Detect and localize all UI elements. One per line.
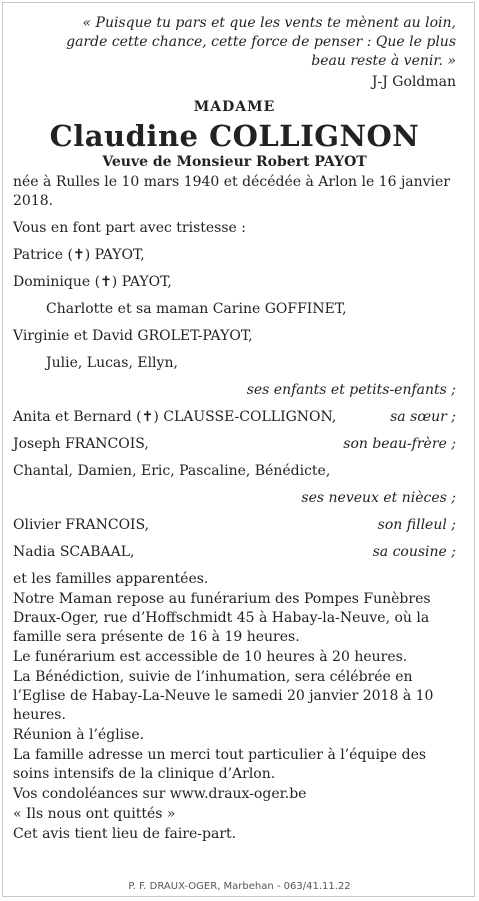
notice-text: Cet avis tient lieu de faire-part.	[13, 826, 237, 842]
godson-role: son filleul ;	[377, 517, 456, 533]
family-row-brother-in-law	[13, 435, 456, 454]
family-line: Charlotte et sa maman Carine GOFFINET,	[46, 301, 347, 317]
brother-in-law-name: Joseph FRANCOIS,	[13, 436, 149, 452]
funerarium-text: Notre Maman repose au funérarium des Pompes Funèbres Draux-Oger, rue d’Hoffschmidt 45 à Habay-la-Neuve, où la famille sera présente de 16 à 19 heures.	[13, 591, 431, 645]
other-families: et les familles apparentées.	[13, 571, 209, 587]
funeral-home-footer: P. F. DRAUX-OGER, Marbehan - 063/41.11.22	[128, 881, 351, 892]
epigraph-author: J-J Goldman	[371, 74, 456, 90]
deceased-name: Claudine COLLIGNON	[49, 119, 420, 153]
cousin-role: sa cousine ;	[372, 544, 456, 560]
epigraph-quote: « Puisque tu pars et que les vents te mènent au loin, garde cette chance, cette force de penser : Que le plus beau reste à venir. »	[66, 15, 456, 69]
family-line: Virginie et David GROLET-PAYOT,	[13, 328, 253, 344]
godson-name: Olivier FRANCOIS,	[13, 517, 150, 533]
condolences-text: Vos condoléances sur www.draux-oger.be	[13, 786, 307, 802]
brother-in-law-role: son beau-frère ;	[343, 436, 456, 452]
role-children: ses enfants et petits-enfants ;	[246, 382, 456, 398]
visiting-hours-text: Le funérarium est accessible de 10 heures à 20 heures.	[13, 649, 408, 665]
family-line: Patrice (✝) PAYOT,	[13, 247, 145, 263]
nephews-line: Chantal, Damien, Eric, Pascaline, Bénédicte,	[13, 463, 331, 479]
closing-quote: « Ils nous ont quittés »	[13, 806, 176, 822]
benediction-text: La Bénédiction, suivie de l’inhumation, sera célébrée en l’Eglise de Habay-La-Neuve le samedi 20 janvier 2018 à 10 heures.	[13, 669, 434, 723]
deceased-subtitle: Veuve de Monsieur Robert PAYOT	[102, 154, 367, 170]
family-line: Julie, Lucas, Ellyn,	[46, 355, 178, 371]
sister-name: Anita et Bernard (✝) CLAUSSE-COLLIGNON,	[13, 409, 337, 425]
family-line: Dominique (✝) PAYOT,	[13, 274, 172, 290]
family-row-godson	[13, 516, 456, 535]
birth-death-text: née à Rulles le 10 mars 1940 et décédée à Arlon le 16 janvier 2018.	[13, 174, 451, 209]
family-row-sister	[13, 408, 456, 427]
sister-role: sa sœur ;	[390, 409, 456, 425]
family-row-cousin	[13, 543, 456, 562]
deceased-title: MADAME	[193, 99, 276, 115]
nephews-role: ses neveux et nièces ;	[301, 490, 456, 506]
announcement-text: Vous en font part avec tristesse :	[13, 220, 246, 236]
obituary-notice	[13, 14, 456, 844]
thanks-text: La famille adresse un merci tout particulier à l’équipe des soins intensifs de la clinique d’Arlon.	[13, 747, 427, 782]
cousin-name: Nadia SCABAAL,	[13, 544, 135, 560]
meeting-text: Réunion à l’église.	[13, 727, 145, 743]
